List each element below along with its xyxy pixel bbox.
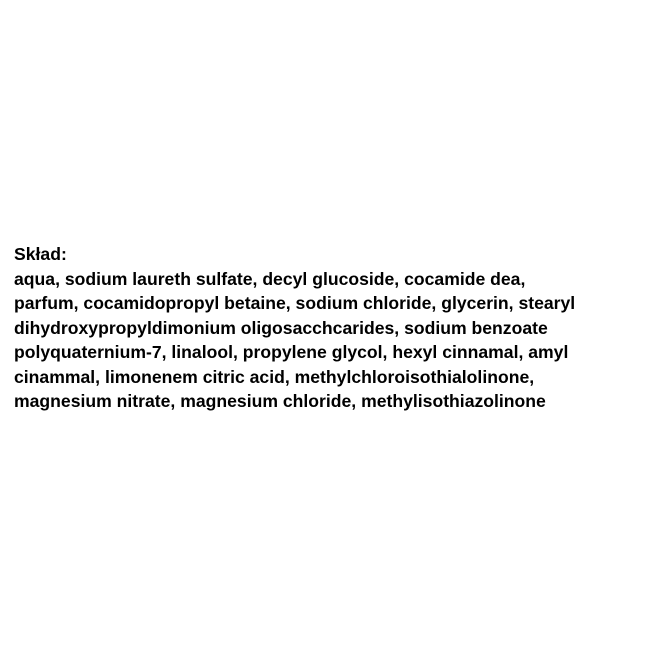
ingredients-line: magnesium nitrate, magnesium chloride, methylisothiazolinone: [14, 391, 546, 411]
ingredients-line: parfum, cocamidopropyl betaine, sodium chloride, glycerin, stearyl: [14, 293, 576, 313]
ingredients-heading: Skład:: [14, 244, 67, 264]
ingredients-line: polyquaternium-7, linalool, propylene glycol, hexyl cinnamal, amyl: [14, 342, 569, 362]
ingredients-line: aqua, sodium laureth sulfate, decyl glucoside, cocamide dea,: [14, 268, 526, 289]
ingredients-block: [14, 242, 639, 414]
ingredients-line: dihydroxypropyldimonium oligosacchcarides, sodium benzoate: [14, 317, 548, 338]
ingredients-line: cinammal, limonenem citric acid, methylchloroisothialolinone,: [14, 366, 535, 387]
